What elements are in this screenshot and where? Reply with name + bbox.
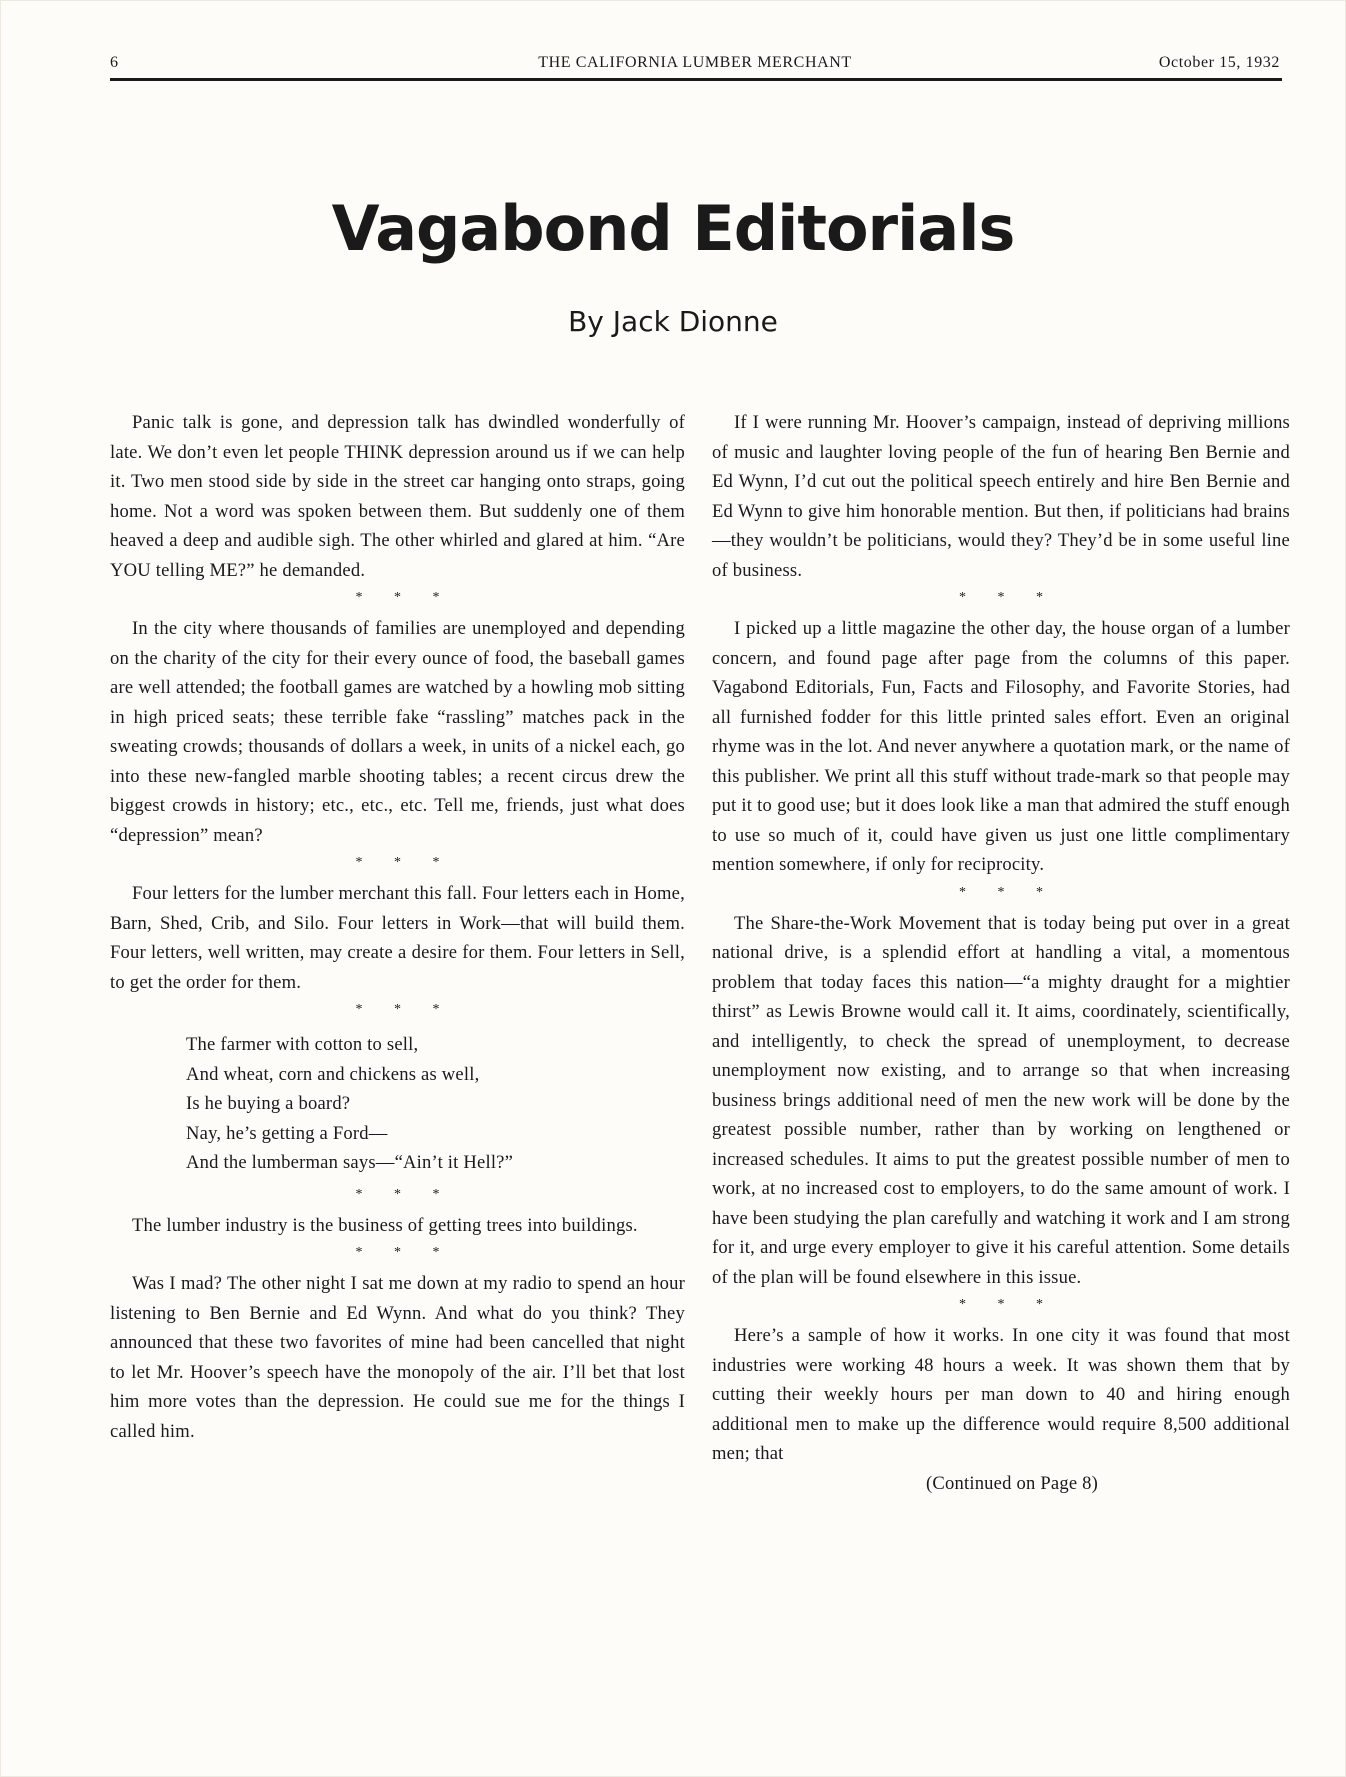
article-byline: By Jack Dionne xyxy=(568,305,778,338)
paragraph: Was I mad? The other night I sat me down at my radio to spend an hour listening to Ben Bernie and Ed Wynn. And what do you think? They announced that these two favorites of mine had been cancelled that night to let Mr. Hoover’s speech have the monopoly of the air. I’ll bet that lost him more votes than the depression. He could sue me for the things I called him. xyxy=(110,1273,685,1442)
left-column xyxy=(110,408,685,1446)
article-title: Vagabond Editorials xyxy=(331,192,1015,265)
poem-line: Is he buying a board? xyxy=(186,1093,351,1114)
header-rule xyxy=(110,78,1282,81)
poem-line: Nay, he’s getting a Ford— xyxy=(186,1122,388,1144)
section-separator: * * * xyxy=(355,1186,454,1202)
running-header xyxy=(110,50,1280,80)
paragraph: Four letters for the lumber merchant this fall. Four letters each in Home, Barn, Shed, Crib, and Silo. Four letters in Work—that will build them. Four letters, well written, may create a desire for them. Four letters in Sell, to get the order for them. xyxy=(110,883,685,993)
paragraph: If I were running Mr. Hoover’s campaign, instead of depriving millions of music and laughter loving people of the fun of hearing Ben Bernie and Ed Wynn, I’d cut out the political speech entirely and hire Ben Bernie and Ed Wynn to give him honorable mention. But then, if politicians had brains—they wouldn’t be politicians, would they? They’d be in some useful line of business. xyxy=(712,412,1290,581)
section-separator: * * * xyxy=(355,1245,454,1260)
section-separator: * * * xyxy=(959,884,1057,900)
paragraph: The lumber industry is the business of getting trees into buildings. xyxy=(132,1214,638,1236)
section-separator: * * * xyxy=(355,1002,454,1017)
poem-line: And the lumberman says—“Ain’t it Hell?” xyxy=(186,1152,514,1173)
right-column xyxy=(712,408,1290,1498)
page-number: 6 xyxy=(110,54,119,71)
section-separator: * * * xyxy=(959,590,1057,605)
issue-date: October 15, 1932 xyxy=(1158,54,1280,71)
paragraph: I picked up a little magazine the other day, the house organ of a lumber concern, and found page after page from the columns of this paper. Vagabond Editorials, Fun, Facts and Filosophy, and Favorite Stories, had all furnished fodder for this little printed sales effort. Even an original rhyme was in the lot. And never anywhere a quotation mark, or the name of this publisher. We print all this stuff without trade-mark so that people may put it to good use; but it does look like a man that admired the stuff enough to use so much of it, could have given us just one little complimentary mention somewhere, if only for reciprocity. xyxy=(712,618,1290,875)
section-separator: * * * xyxy=(355,855,454,870)
poem-line: And wheat, corn and chickens as well, xyxy=(186,1063,480,1085)
publication-title: THE CALIFORNIA LUMBER MERCHANT xyxy=(538,54,852,71)
limerick xyxy=(186,1030,685,1178)
poem-line: The farmer with cotton to sell, xyxy=(186,1034,419,1055)
continued-note: (Continued on Page 8) xyxy=(925,1472,1099,1494)
section-separator: * * * xyxy=(355,590,454,605)
paragraph: In the city where thousands of families are unemployed and depending on the charity of the city for their every ounce of food, the baseball games are well attended; the football games are watched by a howling mob sitting in high priced seats; these terrible fake “rassling” matches pack in the sweating crowds; thousands of dollars a week, in units of a nickel each, go into these new-fangled marble shooting tables; a recent circus drew the biggest crowds in history; etc., etc., etc. Tell me, friends, just what does “depression” mean? xyxy=(110,618,685,846)
paragraph: The Share-the-Work Movement that is today being put over in a great national drive, is a splendid effort at handling a vital, a momentous problem that today faces this nation—“a mighty draught for a mightier thirst” as Lewis Browne would call it. It aims, coordinately, scientifically, and intelligently, to check the spread of unemployment, to decrease unemployment now existing, and to arrange so that when increasing business brings additional need of men the new work will be done by the greatest possible number, rather than by working on lengthened or increased schedules. It aims to put the greatest possible number of men to work, at no increased cost to employers, to do the same amount of work. I have been studying the plan carefully and watching it work and I am strong for it, and urge every employer to give it his careful attention. Some details of the plan will be found elsewhere in this issue. xyxy=(712,912,1290,1288)
section-separator: * * * xyxy=(959,1297,1057,1312)
paragraph: Here’s a sample of how it works. In one city it was found that most industries were working 48 hours a week. It was shown them that by cutting their weekly hours per man down to 40 and hiring enough additional men to make up the difference would require 8,500 additional men; that xyxy=(712,1325,1290,1464)
paragraph: Panic talk is gone, and depression talk has dwindled wonderfully of late. We don’t even let people THINK depression around us if we can help it. Two men stood side by side in the street car hanging onto straps, going home. Not a word was spoken between them. But suddenly one of them heaved a deep and audible sigh. The other whirled and glared at him. “Are YOU telling ME?” he demanded. xyxy=(110,412,685,581)
